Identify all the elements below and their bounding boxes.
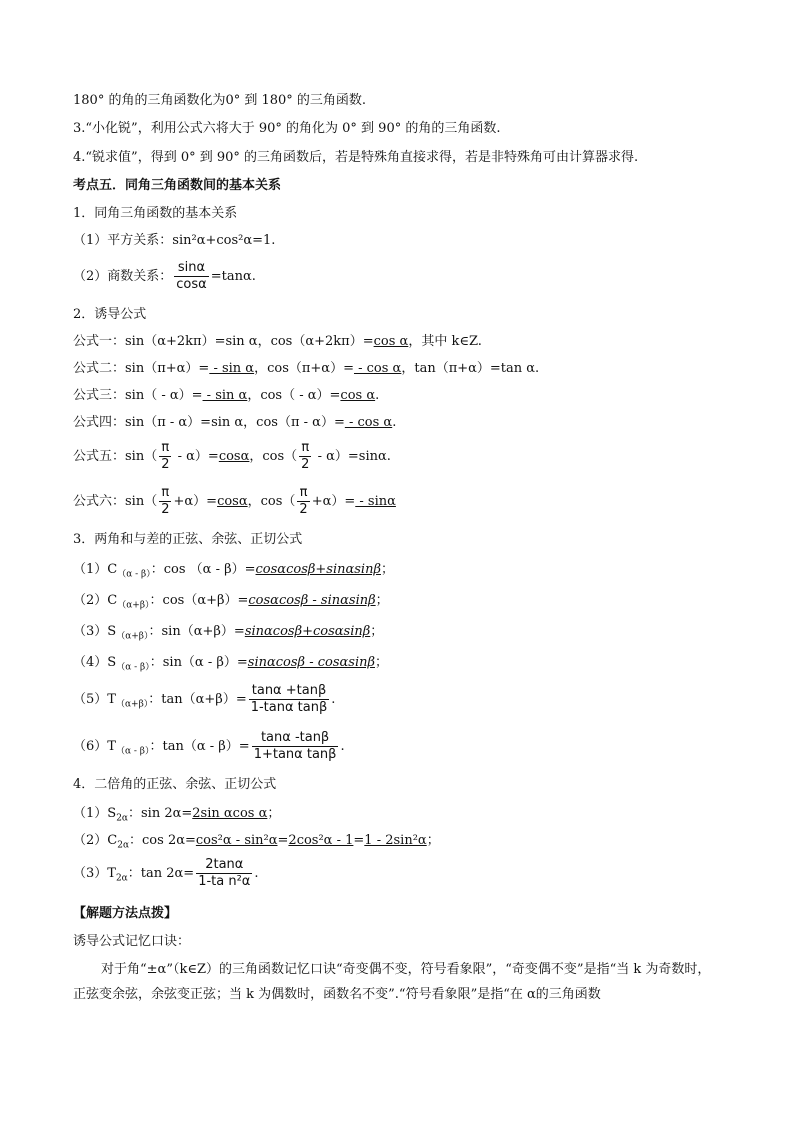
text: ：cos （α - β）= <box>150 562 256 577</box>
text: 公式五：sin（ <box>73 449 158 464</box>
numerator: 2tanα <box>196 857 252 874</box>
text: ； <box>426 833 440 848</box>
answer: cosαcosβ - sinαsinβ <box>248 593 376 608</box>
label: （2）C <box>73 833 118 848</box>
subscript: （α - β） <box>116 662 150 673</box>
label: （3）T <box>73 866 116 881</box>
answer: cos α <box>340 388 376 403</box>
text: ； <box>375 655 389 670</box>
subheading: 2．诱导公式 <box>73 307 147 322</box>
answer: 2sin αcos α <box>192 806 268 821</box>
label: （5）T <box>73 692 116 707</box>
fraction <box>249 683 330 716</box>
fraction <box>159 440 171 473</box>
text: +α）= <box>173 494 218 509</box>
denominator: 2 <box>301 457 310 472</box>
text: ； <box>267 806 281 821</box>
answer: - cos α <box>344 415 393 430</box>
label: （4）S <box>73 655 117 670</box>
text: ：sin（α+β）= <box>148 624 245 639</box>
formula-1 <box>73 333 482 351</box>
formula-5 <box>73 440 391 473</box>
label: （2）C <box>73 593 118 608</box>
answer: cos α <box>373 334 409 349</box>
formula-t-plus <box>73 683 335 716</box>
label: （6）T <box>73 739 116 754</box>
text: ：sin（α - β）= <box>149 655 248 670</box>
formula-3 <box>73 387 379 405</box>
answer: cosα <box>217 494 248 509</box>
text: 公式三：sin（ - α）= <box>73 388 203 403</box>
answer: 1 - 2sin²α <box>364 833 427 848</box>
text: +α）= <box>311 494 356 509</box>
text: ：tan 2α= <box>127 866 195 881</box>
denominator: 2 <box>161 502 170 517</box>
numerator: tanα -tanβ <box>252 730 339 747</box>
text: ，cos（ <box>249 449 298 464</box>
text: 公式二：sin（π+α）= <box>73 361 210 376</box>
text: . <box>375 388 380 403</box>
text: ； <box>375 593 389 608</box>
text: = <box>277 833 289 848</box>
fraction <box>174 260 208 293</box>
text: ：cos 2α= <box>129 833 196 848</box>
fraction <box>297 485 309 518</box>
numerator: π <box>159 485 171 502</box>
subheading: 1．同角三角函数的基本关系 <box>73 206 238 221</box>
fraction <box>299 440 311 473</box>
text: . <box>392 415 397 430</box>
section-heading: 考点五．同角三角函数间的基本关系 <box>73 178 282 193</box>
answer: - sin α <box>202 388 248 403</box>
denominator: 2 <box>299 502 308 517</box>
text: ； <box>380 562 394 577</box>
text: . <box>331 692 336 707</box>
label: （1）S <box>73 806 117 821</box>
text: . <box>340 739 345 754</box>
text-line: 4.“锐求值”，得到 0° 到 90° 的三角函数后，若是特殊角直接求得，若是非特殊角可由计算器求得. <box>73 150 639 165</box>
method-heading: 【解题方法点拨】 <box>73 906 178 921</box>
answer: 2cos²α - 1 <box>288 833 354 848</box>
formula-c-plus <box>73 592 389 610</box>
fraction <box>159 485 171 518</box>
numerator: sinα <box>174 260 208 277</box>
numerator: tanα +tanβ <box>249 683 330 700</box>
text: - α）= <box>173 449 219 464</box>
formula-4 <box>73 414 396 432</box>
text-line: 3.“小化锐”，利用公式六将大于 90° 的角化为 0° 到 90° 的角的三角函数. <box>73 121 501 136</box>
text: . <box>254 866 259 881</box>
formula-c-minus <box>73 561 394 579</box>
label: （1）平方关系： <box>73 233 173 248</box>
text: ：cos（α+β）= <box>149 593 249 608</box>
formula-s-minus <box>73 654 388 672</box>
formula: =tanα. <box>210 269 256 284</box>
text: 公式一：sin（α+2kπ）=sin α，cos（α+2kπ）= <box>73 334 374 349</box>
quotient-relation <box>73 260 256 293</box>
answer: cos²α - sin²α <box>195 833 278 848</box>
text: ：tan（α+β）= <box>148 692 247 707</box>
denominator: 1-ta n²α <box>198 874 251 889</box>
subscript: （α+β） <box>117 600 150 611</box>
answer: sinαcosβ+cosαsinβ <box>244 624 371 639</box>
formula-t-minus <box>73 730 345 763</box>
text: 公式六：sin（ <box>73 494 158 509</box>
numerator: π <box>159 440 171 457</box>
square-relation <box>73 232 275 250</box>
answer: - sinα <box>355 494 396 509</box>
subscript: （α - β） <box>115 746 150 757</box>
text-line: 180° 的角的三角函数化为0° 到 180° 的三角函数. <box>73 93 367 108</box>
text: ，cos（π+α）= <box>254 361 354 376</box>
subscript: （α+β） <box>116 631 149 642</box>
denominator: 2 <box>161 457 170 472</box>
formula-s2a <box>73 805 280 823</box>
text: ，cos（ - α）= <box>247 388 341 403</box>
text: ，cos（ <box>247 494 296 509</box>
subscript: 2α <box>117 840 130 851</box>
fraction <box>252 730 339 763</box>
text: 公式四：sin（π - α）=sin α，cos（π - α）= <box>73 415 345 430</box>
answer: cosα <box>218 449 250 464</box>
denominator: cosα <box>176 277 207 292</box>
answer: cosαcosβ+sinαsinβ <box>255 562 381 577</box>
numerator: π <box>297 485 309 502</box>
fraction <box>196 857 252 890</box>
subscript: 2α <box>116 813 128 824</box>
formula-6 <box>73 485 396 518</box>
label: （3）S <box>73 624 117 639</box>
text: ：sin 2α= <box>128 806 193 821</box>
formula-2 <box>73 360 539 378</box>
mnemonic-title: 诱导公式记忆口诀： <box>73 934 191 949</box>
text: ； <box>370 624 384 639</box>
answer: - cos α <box>353 361 402 376</box>
subscript: 2α <box>115 873 128 884</box>
label: （1）C <box>73 562 118 577</box>
numerator: π <box>299 440 311 457</box>
formula-s-plus <box>73 623 383 641</box>
formula-t2a <box>73 857 259 890</box>
subheading: 3．两角和与差的正弦、余弦、正切公式 <box>73 532 303 547</box>
text: - α）=sinα. <box>313 449 391 464</box>
text: = <box>353 833 365 848</box>
label: （2）商数关系： <box>73 269 173 284</box>
answer: - sin α <box>209 361 255 376</box>
formula: sin²α+cos²α=1. <box>172 233 276 248</box>
denominator: 1-tanα tanβ <box>250 700 328 715</box>
subheading: 4．二倍角的正弦、余弦、正切公式 <box>73 777 277 792</box>
subscript: （α+β） <box>115 699 149 710</box>
denominator: 1+tanα tanβ <box>253 747 337 762</box>
subscript: （α - β） <box>117 569 151 580</box>
text: ，tan（π+α）=tan α. <box>401 361 540 376</box>
formula-c2a <box>73 832 440 850</box>
answer: sinαcosβ - cosαsinβ <box>247 655 375 670</box>
text: ：tan（α - β）= <box>149 739 250 754</box>
mnemonic-paragraph: 对于角“±α”（k∈Z）的三角函数记忆口诀“奇变偶不变，符号看象限”，“奇变偶不变”是指“当 k 为奇数时，正弦变余弦，余弦变正弦；当 k 为偶数时，函数名不变”.“符号看象限”是指“在 α的三角函数 <box>73 962 711 1002</box>
text: ，其中 k∈Z. <box>408 334 482 349</box>
